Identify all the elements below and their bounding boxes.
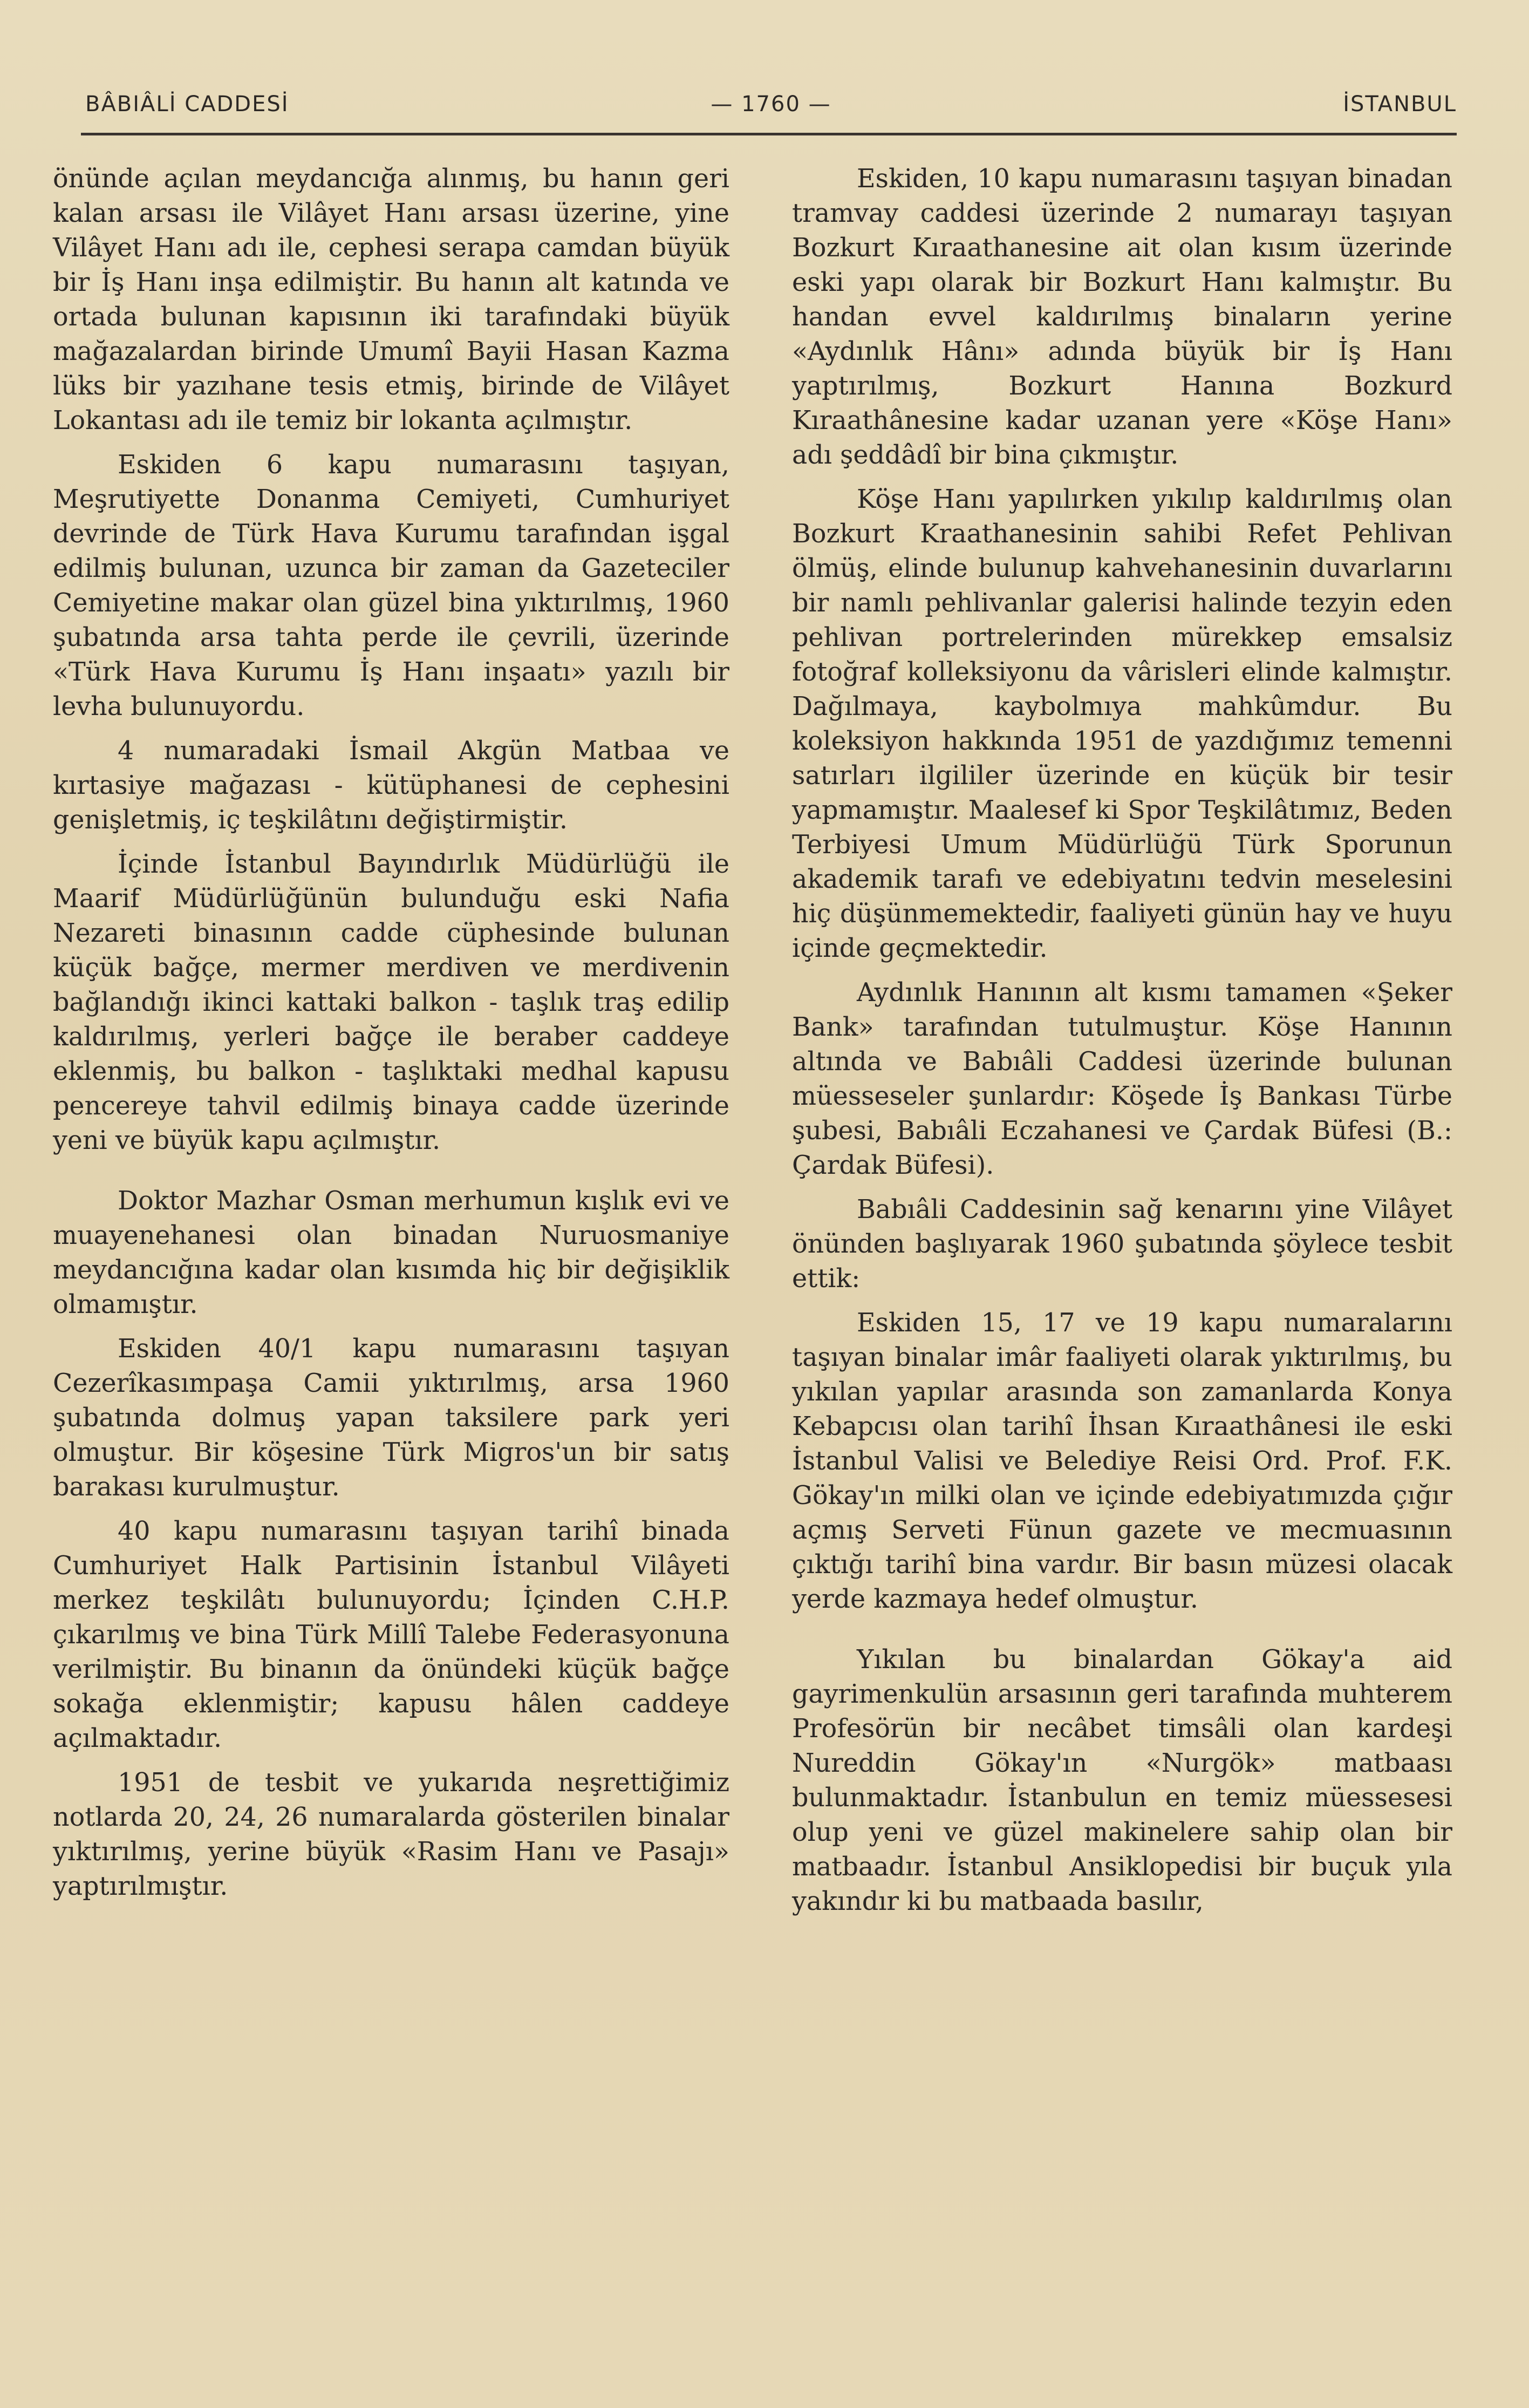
left-paragraph-3: 4 numaradaki İsmail Akgün Matbaa ve kırtasiye mağazası - kütüphanesi de cephesini genişletmiş, iç teşkilâtını değiştirmiştir. — [53, 736, 729, 835]
left-paragraph-6: Eskiden 40/1 kapu numarasını taşıyan Cezerîkasımpaşa Camii yıktırılmış, arsa 1960 şubatında dolmuş yapan taksilere park yeri olmuştur. Bir köşesine Türk Migros'un bir satış barakası kurulmuştur. — [53, 1334, 729, 1502]
header-city: İSTANBUL — [1343, 92, 1457, 117]
right-paragraph-1: Eskiden, 10 kapu numarasını taşıyan binadan tramvay caddesi üzerinde 2 numarayı taşıyan Bozkurt Kıraathanesine ait olan kısım üzerinde eski yapı olarak bir Bozkurt Hanı kalmıştır. Bu handan evvel kaldırılmış binaların yerine «Aydınlık Hânı» adında büyük bir İş Hanı yaptırılmış, Bozkurt Hanına Bozkurd Kıraathânesine kadar uzanan yere «Köşe Hanı» adı şeddâdî bir bina çıkmıştır. — [792, 164, 1452, 470]
page-number: — 1760 — — [711, 92, 831, 117]
left-column — [53, 162, 729, 1914]
left-paragraph-1: önünde açılan meydancığa alınmış, bu hanın geri kalan arsası ile Vilâyet Hanı arsası üzerine, yine Vilâyet Hanı adı ile, cephesi serapa camdan büyük bir İş Hanı inşa edilmiştir. Bu hanın alt katında ve ortada bulunan kapısının iki tarafındaki büyük mağazalardan birinde Umumî Bayii Hasan Kazma lüks bir yazıhane tesis etmiş, birinde de Vilâyet Lokantası adı ile temiz bir lokanta açılmıştır. — [53, 164, 729, 436]
header-rule — [81, 133, 1457, 135]
right-paragraph-6: Yıkılan bu binalardan Gökay'a aid gayrimenkulün arsasının geri tarafında muhterem Profesörün bir necâbet timsâli olan kardeşi Nureddin Gökay'ın «Nurgök» matbaası bulunmaktadır. İstanbulun en temiz müessesesi olup yeni ve güzel makinelere sahip olan bir matbaadır. İstanbul Ansiklopedisi bir buçuk yıla yakındır ki bu matbaada basılır, — [792, 1645, 1452, 1916]
right-paragraph-5: Eskiden 15, 17 ve 19 kapu numaralarını taşıyan binalar imâr faaliyeti olarak yıktırılmış, bu yıkılan yapılar arasında son zamanlarda Konya Kebapcısı olan tarihî İhsan Kıraathânesi ile eski İstanbul Valisi ve Belediye Reisi Ord. Prof. F.K. Gökay'ın milki olan ve içinde edebiyatımızda çığır açmış Serveti Fünun gazete ve mecmuasının çıktığı tarihî bina vardır. Bir basın müzesi olacak yerde kazmaya hedef olmuştur. — [792, 1308, 1452, 1614]
right-paragraph-3: Aydınlık Hanının alt kısmı tamamen «Şeker Bank» tarafından tutulmuştur. Köşe Hanının altında ve Babıâli Caddesi üzerinde bulunan müesseseler şunlardır: Köşede İş Bankası Türbe şubesi, Babıâli Eczahanesi ve Çardak Büfesi (B.: Çardak Büfesi). — [792, 978, 1452, 1180]
right-paragraph-4: Babıâli Caddesinin sağ kenarını yine Vilâyet önünden başlıyarak 1960 şubatında şöylece tesbit ettik: — [792, 1195, 1452, 1294]
left-paragraph-8: 1951 de tesbit ve yukarıda neşrettiğimiz notlarda 20, 24, 26 numaralarda gösterilen binalar yıktırılmış, yerine büyük «Rasim Hanı ve Pasajı» yaptırılmıştır. — [53, 1768, 729, 1901]
left-paragraph-5: Doktor Mazhar Osman merhumun kışlık evi ve muayenehanesi olan binadan Nuruosmaniye meydancığına kadar olan kısımda hiç bir değişiklik olmamıştır. — [53, 1186, 729, 1319]
right-paragraph-2: Köşe Hanı yapılırken yıkılıp kaldırılmış olan Bozkurt Kraathanesinin sahibi Refet Pehlivan ölmüş, elinde bulunup kahvehanesinin duvarlarını bir namlı pehlivanlar galerisi halinde tezyin eden pehlivan portrelerinden mürekkep emsalsiz fotoğraf kolleksiyonu da vârisleri elinde kalmıştır. Dağılmaya, kaybolmıya mahkûmdur. Bu koleksiyon hakkında 1951 de yazdığımız temenni satırları ilgililer üzerinde en küçük bir tesir yapmamıştır. Maalesef ki Spor Teşkilâtımız, Beden Terbiyesi Umum Müdürlüğü Türk Sporunun akademik tarafı ve edebiyatını tedvin meselesini hiç düşünmemektedir, faaliyeti günün hay ve huyu içinde geçmektedir. — [792, 485, 1452, 963]
right-column — [792, 162, 1452, 1929]
left-paragraph-4: İçinde İstanbul Bayındırlık Müdürlüğü ile Maarif Müdürlüğünün bulunduğu eski Nafia Nezareti binasının cadde cüphesinde bulunan küçük bağçe, mermer merdiven ve merdivenin bağlandığı ikinci kattaki balkon - taşlık traş edilip kaldırılmış, yerleri bağçe ile beraber caddeye eklenmiş, bu balkon - taşlıktaki medhal kapusu pencereye tahvil edilmiş binaya cadde üzerinde yeni ve büyük kapu açılmıştır. — [53, 849, 729, 1155]
left-paragraph-7: 40 kapu numarasını taşıyan tarihî binada Cumhuriyet Halk Partisinin İstanbul Vilâyeti merkez teşkilâtı bulunuyordu; İçinden C.H.P. çıkarılmış ve bina Türk Millî Talebe Federasyonuna verilmiştir. Bu binanın da önündeki küçük bağçe sokağa eklenmiştir; kapusu hâlen caddeye açılmaktadır. — [53, 1516, 729, 1753]
left-paragraph-2: Eskiden 6 kapu numarasını taşıyan, Meşrutiyette Donanma Cemiyeti, Cumhuriyet devrinde de Türk Hava Kurumu tarafından işgal edilmiş bulunan, uzunca bir zaman da Gazeteciler Cemiyetine makar olan güzel bina yıktırılmış, 1960 şubatında arsa tahta perde ile çevrili, üzerinde «Türk Hava Kurumu İş Hanı inşaatı» yazılı bir levha bulunuyordu. — [53, 450, 729, 722]
header-section-title: BÂBIÂLİ CADDESİ — [85, 92, 289, 117]
running-header — [85, 92, 1457, 124]
